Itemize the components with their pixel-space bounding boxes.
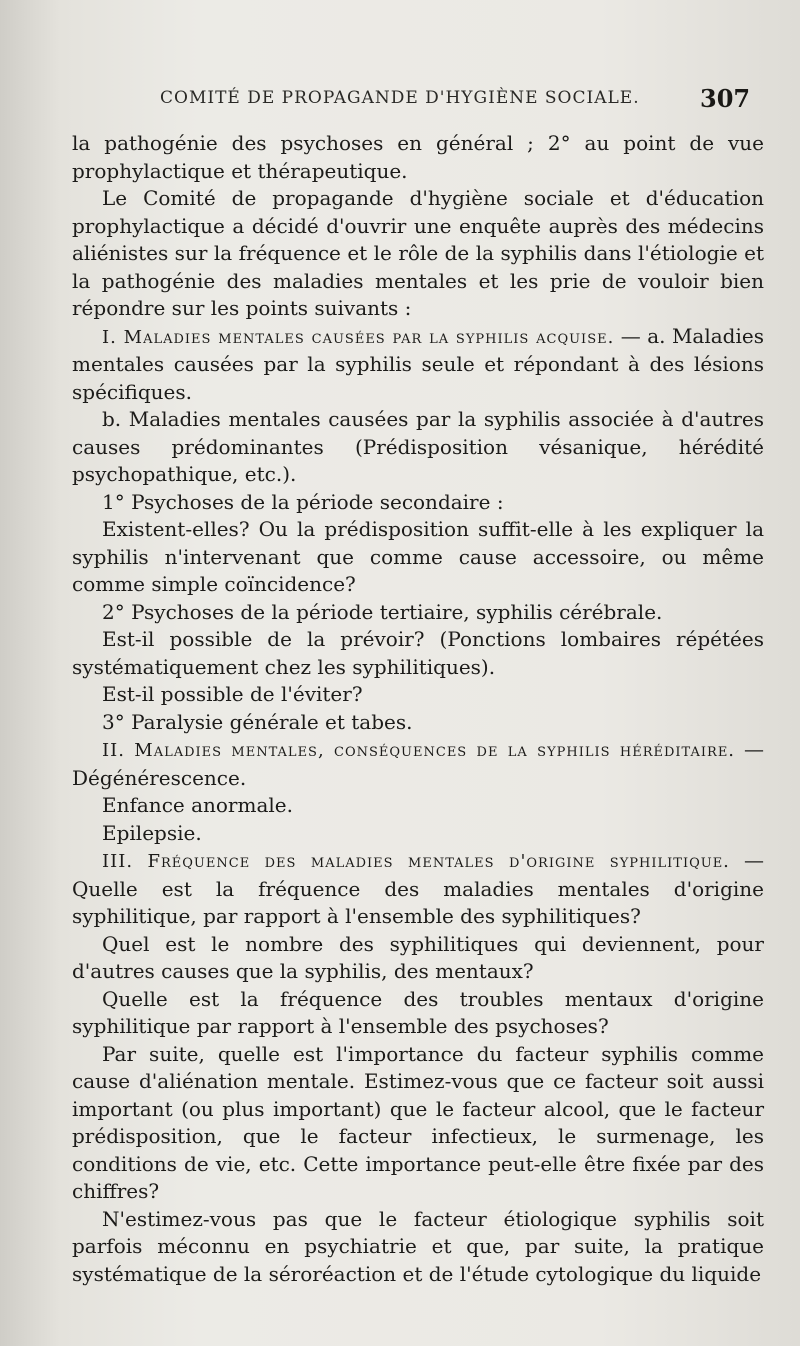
paragraph: Est-il possible de l'éviter? — [102, 682, 363, 706]
paragraph: b. Maladies mentales causées par la syphilis associée à d'autres causes prédominantes (Prédisposition vésanique, hérédité psychopathique, etc.). — [72, 407, 764, 486]
section-title: II. Maladies mentales, conséquences de la syphilis héréditaire. — [102, 740, 736, 761]
list-item: 2° Psychoses de la période tertiaire, syphilis cérébrale. — [102, 599, 663, 624]
paragraph: Par suite, quelle est l'importance du facteur syphilis comme cause d'aliénation mentale. Estimez-vous que ce facteur soit aussi important (ou plus important) que le facteur alcool, que le facteur prédisposition, que le facteur infectieux, le surmenage, les conditions de vie, etc. Cette importance peut-elle être fixée par des chiffres? — [72, 1041, 764, 1203]
section-heading-2 — [72, 736, 764, 792]
section-heading-3 — [72, 847, 764, 931]
paragraph: la pathogénie des psychoses en général ; 2° au point de vue prophylactique et thérapeutique. — [72, 131, 764, 183]
section-heading-1 — [72, 323, 764, 407]
section-text: — Dégénérescence. — [72, 737, 765, 790]
page-body — [72, 130, 764, 1288]
list-item: 1° Psychoses de la période secondaire : — [102, 489, 504, 514]
section-text: — Quelle est la fréquence des maladies mentales d'origine syphilitique, par rapport à l'ensemble des syphilitiques? — [72, 848, 764, 928]
paragraph: Quelle est la fréquence des troubles mentaux d'origine syphilitique par rapport à l'ensemble des psychoses? — [72, 986, 764, 1038]
list-item: Enfance anormale. — [102, 793, 293, 817]
paragraph: N'estimez-vous pas que le facteur étiologique syphilis soit parfois méconnu en psychiatrie et que, par suite, la pratique systématique de la séroréaction et de l'étude cytologique du liquide — [72, 1206, 764, 1286]
paragraph: Est-il possible de la prévoir? (Ponctions lombaires répétées systématiquement chez les syphilitiques). — [72, 627, 764, 679]
section-title: III. Fréquence des maladies mentales d'origine syphilitique. — [102, 851, 730, 872]
paragraph: Le Comité de propagande d'hygiène sociale et d'éducation prophylactique a décidé d'ouvrir une enquête auprès des médecins aliénistes sur la fréquence et le rôle de la syphilis dans l'étiologie et la pathogénie des maladies mentales et les prie de vouloir bien répondre sur les points suivants : — [72, 186, 764, 320]
list-item: Epilepsie. — [102, 820, 202, 845]
paragraph: Existent-elles? Ou la prédisposition suffit-elle à les expliquer la syphilis n'intervenant que comme cause accessoire, ou même comme simple coïncidence? — [72, 517, 764, 596]
page-number: 307 — [700, 84, 751, 113]
running-head: COMITÉ DE PROPAGANDE D'HYGIÈNE SOCIALE. — [160, 88, 640, 108]
list-item: 3° Paralysie générale et tabes. — [102, 709, 413, 734]
paragraph: Quel est le nombre des syphilitiques qui deviennent, pour d'autres causes que la syphilis, des mentaux? — [72, 931, 764, 983]
page-header — [0, 84, 800, 118]
section-text: — a. Maladies mentales causées par la syphilis seule et répondant à des lésions spécifiques. — [72, 323, 764, 404]
section-title: I. Maladies mentales causées par la syphilis acquise. — [102, 326, 615, 348]
